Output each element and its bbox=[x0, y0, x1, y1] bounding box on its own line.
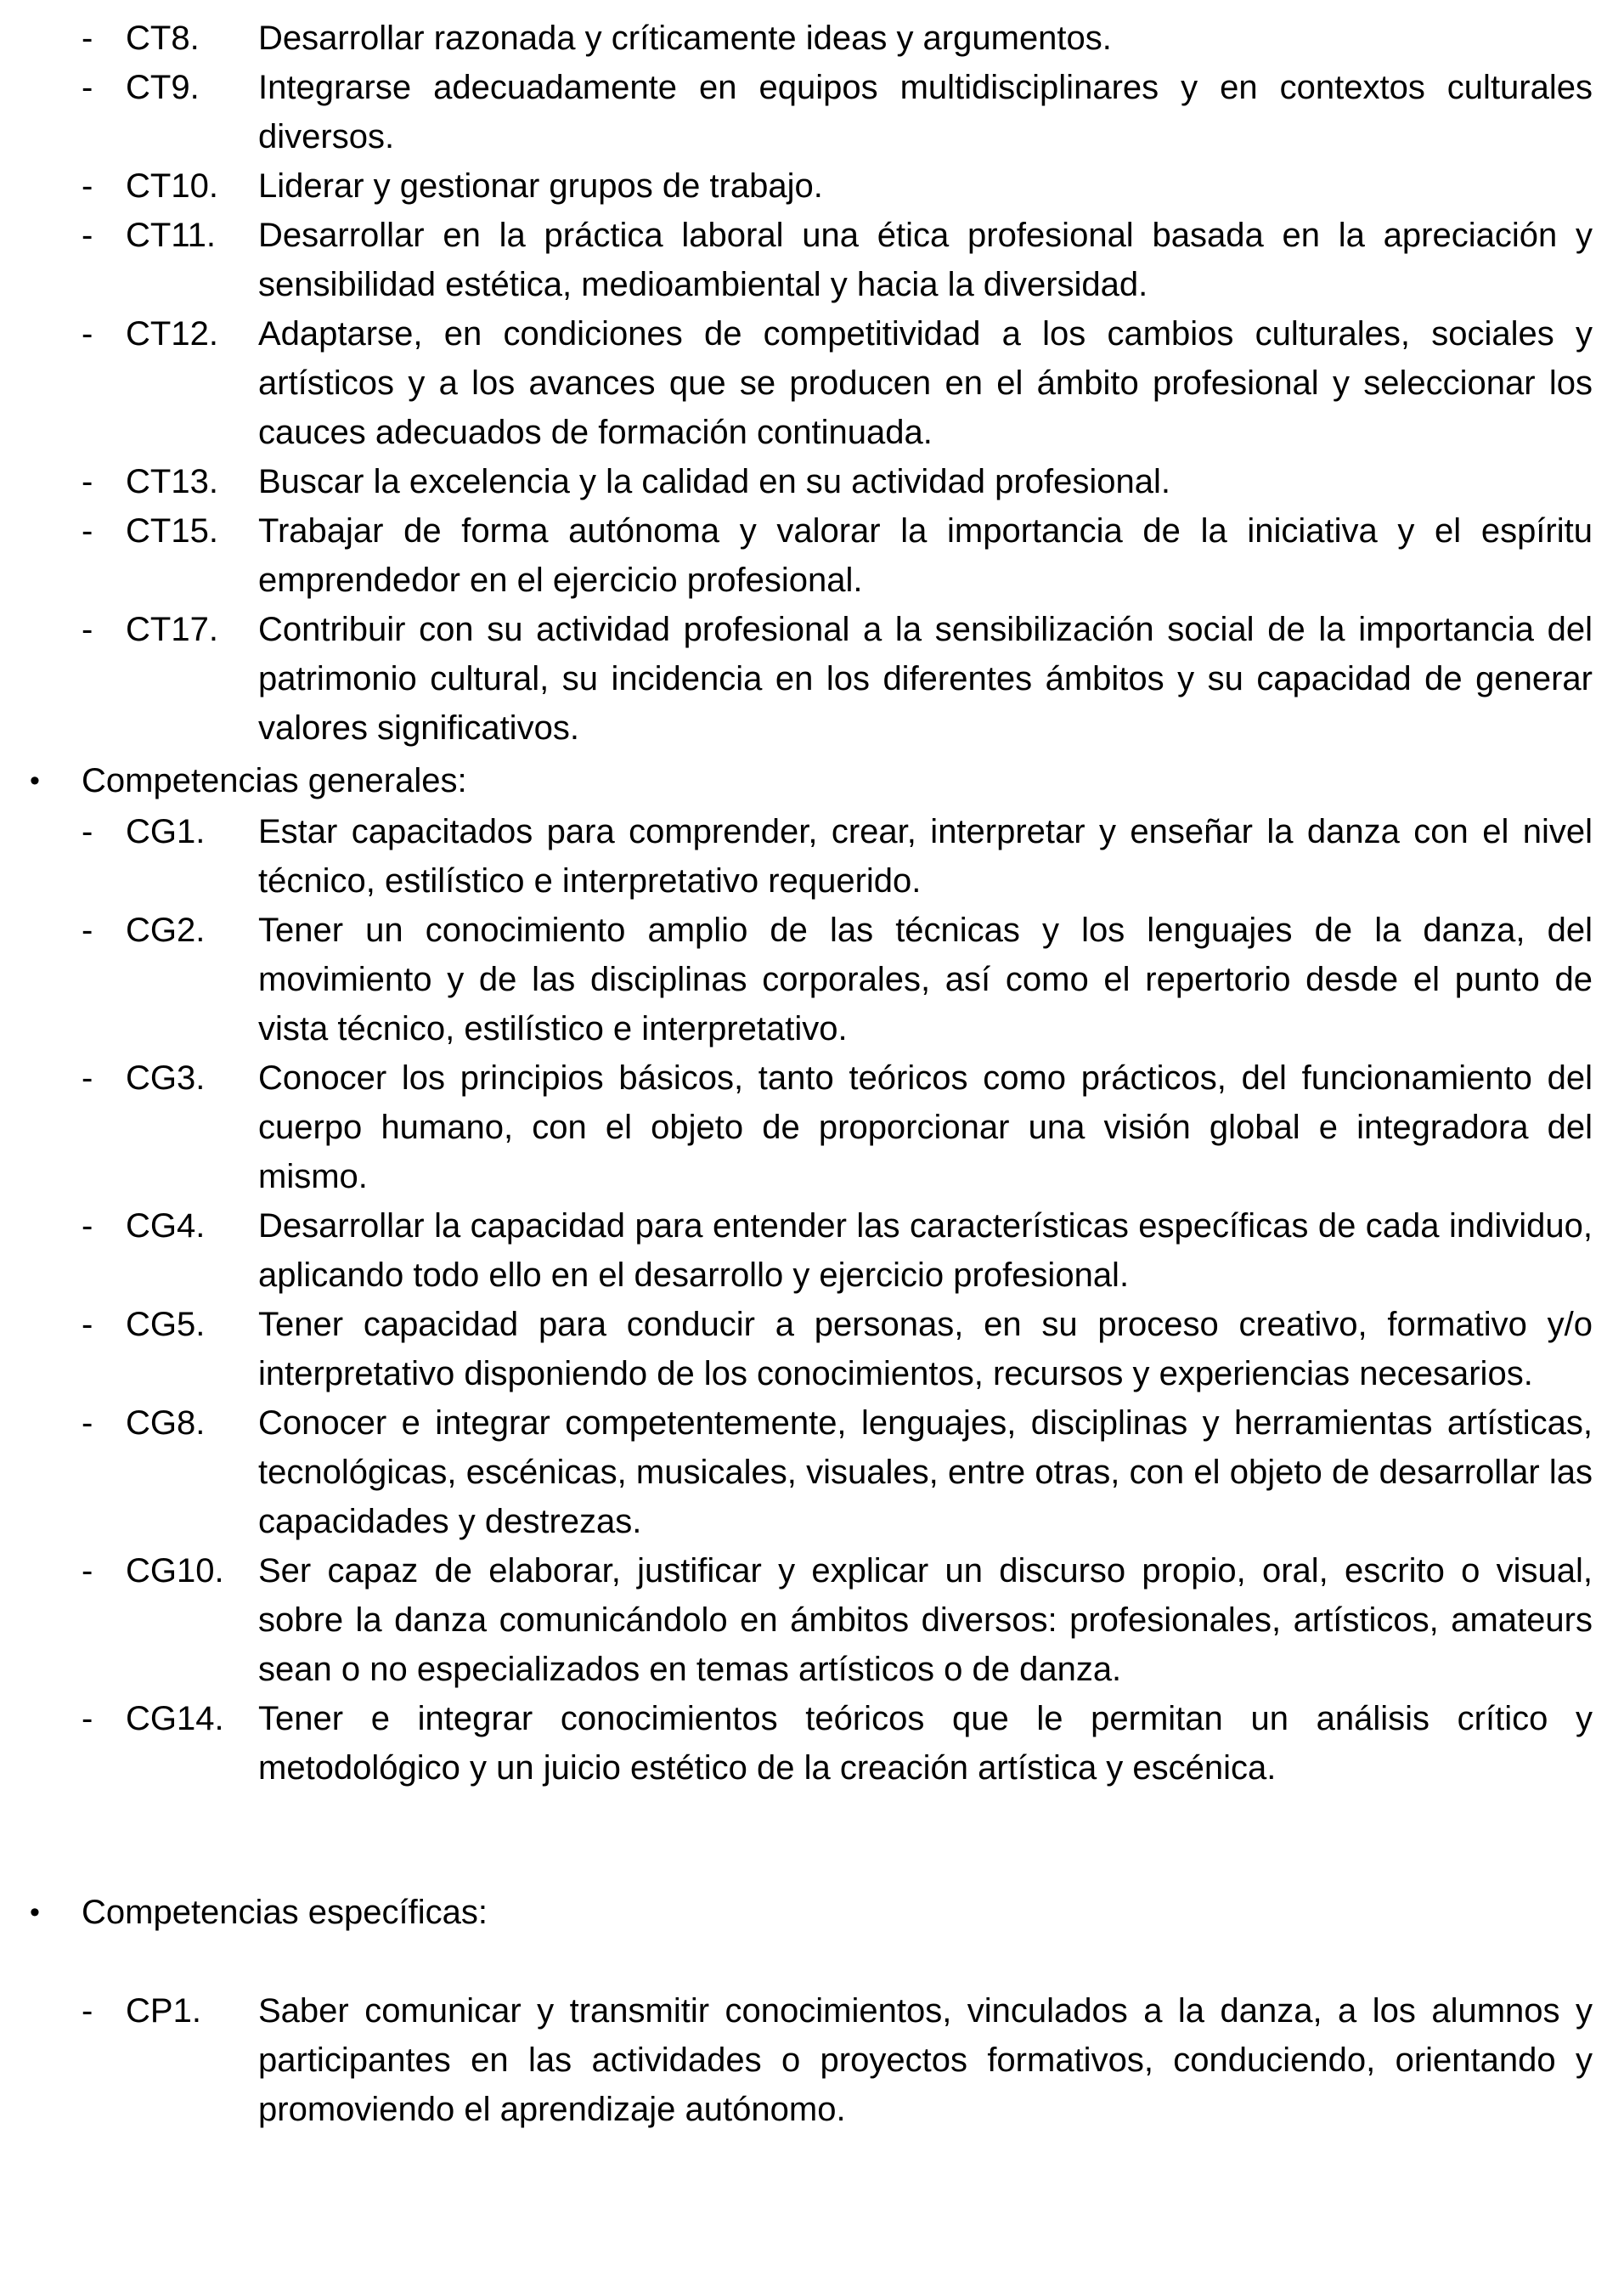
dash-marker: - bbox=[82, 167, 93, 205]
item-text: Conocer e integrar competentemente, lenguajes, disciplinas y herramientas artísticas, tecnológicas, escénicas, musicales, visuales, entre otras, con el objeto de desarrollar las capacidades y destrezas. bbox=[258, 1404, 1593, 1540]
list-item bbox=[82, 14, 1593, 63]
section-header-especificas bbox=[30, 1888, 1593, 1937]
item-text: Trabajar de forma autónoma y valorar la importancia de la iniciativa y el espíritu emprendedor en el ejercicio profesional. bbox=[258, 512, 1593, 599]
item-text: Estar capacitados para comprender, crear, interpretar y enseñar la danza con el nivel técnico, estilístico e interpretativo requerido. bbox=[258, 813, 1593, 900]
item-text: Saber comunicar y transmitir conocimientos, vinculados a la danza, a los alumnos y participantes en las actividades o proyectos formativos, conduciendo, orientando y promoviendo el aprendizaje autónomo. bbox=[258, 1992, 1593, 2128]
item-code: CG2. bbox=[126, 912, 206, 949]
item-text: Ser capaz de elaborar, justificar y explicar un discurso propio, oral, escrito o visual, sobre la danza comunicándolo en ámbitos diversos: profesionales, artísticos, amateurs sean o no especializados en temas artísticos o de danza. bbox=[258, 1552, 1593, 1688]
item-code: CT9. bbox=[126, 69, 200, 106]
list-item bbox=[82, 807, 1593, 906]
item-text: Tener un conocimiento amplio de las técnicas y los lenguajes de la danza, del movimiento y de las disciplinas corporales, así como el repertorio desde el punto de vista técnico, estilístico e interpretativo. bbox=[258, 912, 1593, 1048]
item-text: Tener e integrar conocimientos teóricos que le permitan un análisis crítico y metodológico y un juicio estético de la creación artística y escénica. bbox=[258, 1700, 1593, 1787]
dash-marker: - bbox=[82, 1552, 93, 1590]
item-text: Tener capacidad para conducir a personas, en su proceso creativo, formativo y/o interpretativo disponiendo de los conocimientos, recursos y experiencias necesarios. bbox=[258, 1306, 1593, 1392]
item-code: CP1. bbox=[126, 1992, 201, 2030]
list-item bbox=[82, 605, 1593, 753]
item-code: CG14. bbox=[126, 1700, 224, 1737]
item-code: CG10. bbox=[126, 1552, 224, 1590]
item-text: Contribuir con su actividad profesional a la sensibilización social de la importancia del patrimonio cultural, su incidencia en los diferentes ámbitos y su capacidad de generar valores significativos. bbox=[258, 611, 1593, 747]
list-item bbox=[82, 506, 1593, 605]
list-item bbox=[82, 1053, 1593, 1201]
item-text: Desarrollar razonada y críticamente ideas y argumentos. bbox=[258, 20, 1112, 57]
item-text: Adaptarse, en condiciones de competitividad a los cambios culturales, sociales y artísticos y a los avances que se producen en el ámbito profesional y seleccionar los cauces adecuados de formación continuada. bbox=[258, 315, 1593, 451]
list-item bbox=[82, 1986, 1593, 2134]
section-header-generales bbox=[30, 756, 1593, 805]
list-item bbox=[82, 211, 1593, 309]
item-text: Liderar y gestionar grupos de trabajo. bbox=[258, 167, 823, 205]
list-item bbox=[82, 1546, 1593, 1694]
bullet-marker: • bbox=[30, 1896, 40, 1928]
list-item bbox=[82, 906, 1593, 1053]
item-code: CT17. bbox=[126, 611, 218, 648]
item-code: CG3. bbox=[126, 1059, 206, 1097]
dash-marker: - bbox=[82, 1404, 93, 1442]
item-code: CG4. bbox=[126, 1207, 206, 1245]
list-item bbox=[82, 1694, 1593, 1793]
dash-marker: - bbox=[82, 69, 93, 106]
dash-marker: - bbox=[82, 512, 93, 550]
item-text: Buscar la excelencia y la calidad en su actividad profesional. bbox=[258, 463, 1170, 500]
list-item bbox=[82, 63, 1593, 161]
dash-marker: - bbox=[82, 1306, 93, 1343]
dash-marker: - bbox=[82, 315, 93, 353]
item-code: CT11. bbox=[126, 217, 216, 254]
item-code: CT8. bbox=[126, 20, 200, 57]
item-code: CT15. bbox=[126, 512, 218, 550]
list-item bbox=[82, 309, 1593, 457]
list-item bbox=[82, 457, 1593, 506]
item-text: Integrarse adecuadamente en equipos multidisciplinares y en contextos culturales diversos. bbox=[258, 69, 1593, 155]
dash-marker: - bbox=[82, 463, 93, 500]
list-item bbox=[82, 1300, 1593, 1398]
dash-marker: - bbox=[82, 1992, 93, 2030]
dash-marker: - bbox=[82, 1059, 93, 1097]
item-code: CT10. bbox=[126, 167, 218, 205]
dash-marker: - bbox=[82, 912, 93, 949]
dash-marker: - bbox=[82, 611, 93, 648]
item-text: Desarrollar en la práctica laboral una ética profesional basada en la apreciación y sensibilidad estética, medioambiental y hacia la diversidad. bbox=[258, 217, 1593, 303]
item-text: Desarrollar la capacidad para entender las características específicas de cada individuo, aplicando todo ello en el desarrollo y ejercicio profesional. bbox=[258, 1207, 1593, 1294]
item-code: CG8. bbox=[126, 1404, 206, 1442]
list-item bbox=[82, 161, 1593, 211]
dash-marker: - bbox=[82, 1207, 93, 1245]
list-item bbox=[82, 1201, 1593, 1300]
section-title: Competencias generales: bbox=[82, 762, 467, 799]
item-code: CT12. bbox=[126, 315, 218, 353]
item-text: Conocer los principios básicos, tanto teóricos como prácticos, del funcionamiento del cuerpo humano, con el objeto de proporcionar una visión global e integradora del mismo. bbox=[258, 1059, 1593, 1195]
bullet-marker: • bbox=[30, 765, 40, 797]
dash-marker: - bbox=[82, 217, 93, 254]
section-title: Competencias específicas: bbox=[82, 1894, 488, 1931]
dash-marker: - bbox=[82, 1700, 93, 1737]
item-code: CG5. bbox=[126, 1306, 206, 1343]
dash-marker: - bbox=[82, 813, 93, 850]
item-code: CG1. bbox=[126, 813, 206, 850]
dash-marker: - bbox=[82, 20, 93, 57]
list-item bbox=[82, 1398, 1593, 1546]
item-code: CT13. bbox=[126, 463, 218, 500]
